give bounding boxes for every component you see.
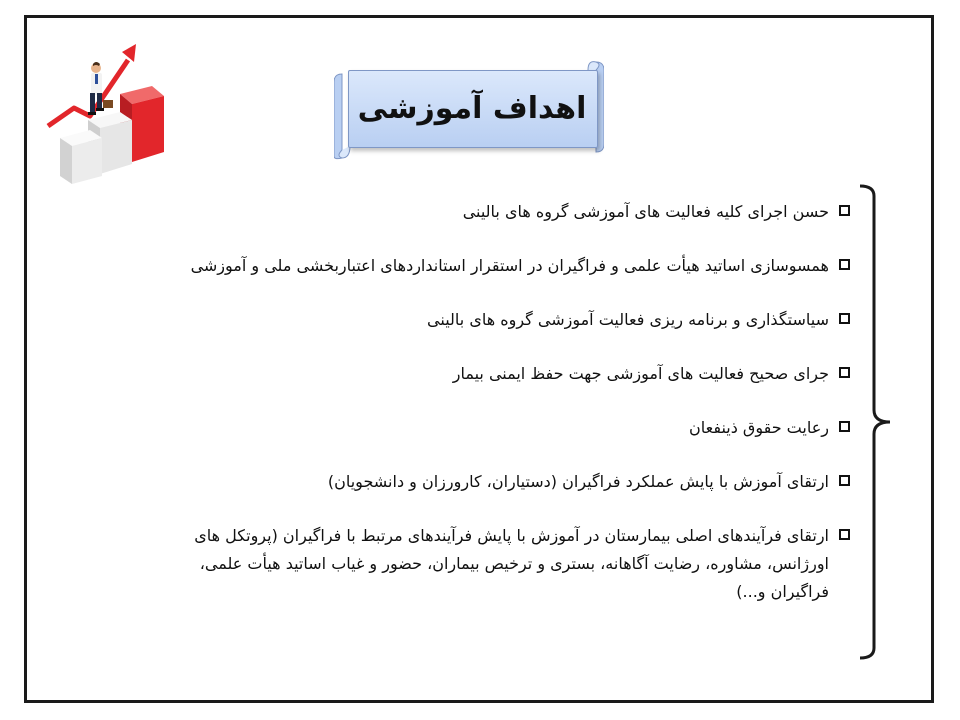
list-item-text: سیاستگذاری و برنامه ریزی فعالیت آموزشی گروه های بالینی xyxy=(427,310,829,329)
list-item xyxy=(150,252,850,280)
curly-bracket-icon xyxy=(858,184,894,660)
list-item xyxy=(150,414,850,442)
list-item-text: حسن اجرای کلیه فعالیت های آموزشی گروه های بالینی xyxy=(462,202,829,221)
checkbox-square-icon xyxy=(839,475,850,486)
list-item-text: ارتقای آموزش با پایش عملکرد فراگیران (دستیاران، کارورزان و دانشجویان) xyxy=(327,472,829,491)
checkbox-square-icon xyxy=(839,529,850,540)
list-item xyxy=(150,306,850,334)
list-item-text: رعایت حقوق ذینفعان xyxy=(689,418,829,437)
businessman-climbing-growth-chart-icon xyxy=(44,38,166,188)
goals-list xyxy=(150,198,850,632)
list-item xyxy=(150,468,850,496)
checkbox-square-icon xyxy=(839,313,850,324)
checkbox-square-icon xyxy=(839,421,850,432)
list-item xyxy=(150,198,850,226)
page-title: اهداف آموزشی xyxy=(357,90,587,126)
list-item-text: همسوسازی اساتید هیأت علمی و فراگیران در استقرار استانداردهای اعتباربخشی ملی و آموزشی xyxy=(190,256,829,275)
list-item-text: ارتقای فرآیندهای اصلی بیمارستان در آموزش با پایش فرآیندهای مرتبط با فراگیران (پروتکل های اورژانس، مشاوره، رضایت آگاهانه، بستری و ترخیص بیماران، حضور و غیاب اساتید هیأت علمی، فراگیران و...) xyxy=(194,526,829,601)
title-banner xyxy=(334,58,604,160)
list-item-text: جرای صحیح فعالیت های آموزشی جهت حفظ ایمنی بیمار xyxy=(452,364,829,383)
list-item xyxy=(150,360,850,388)
checkbox-square-icon xyxy=(839,259,850,270)
checkbox-square-icon xyxy=(839,205,850,216)
checkbox-square-icon xyxy=(839,367,850,378)
list-item xyxy=(150,522,850,606)
